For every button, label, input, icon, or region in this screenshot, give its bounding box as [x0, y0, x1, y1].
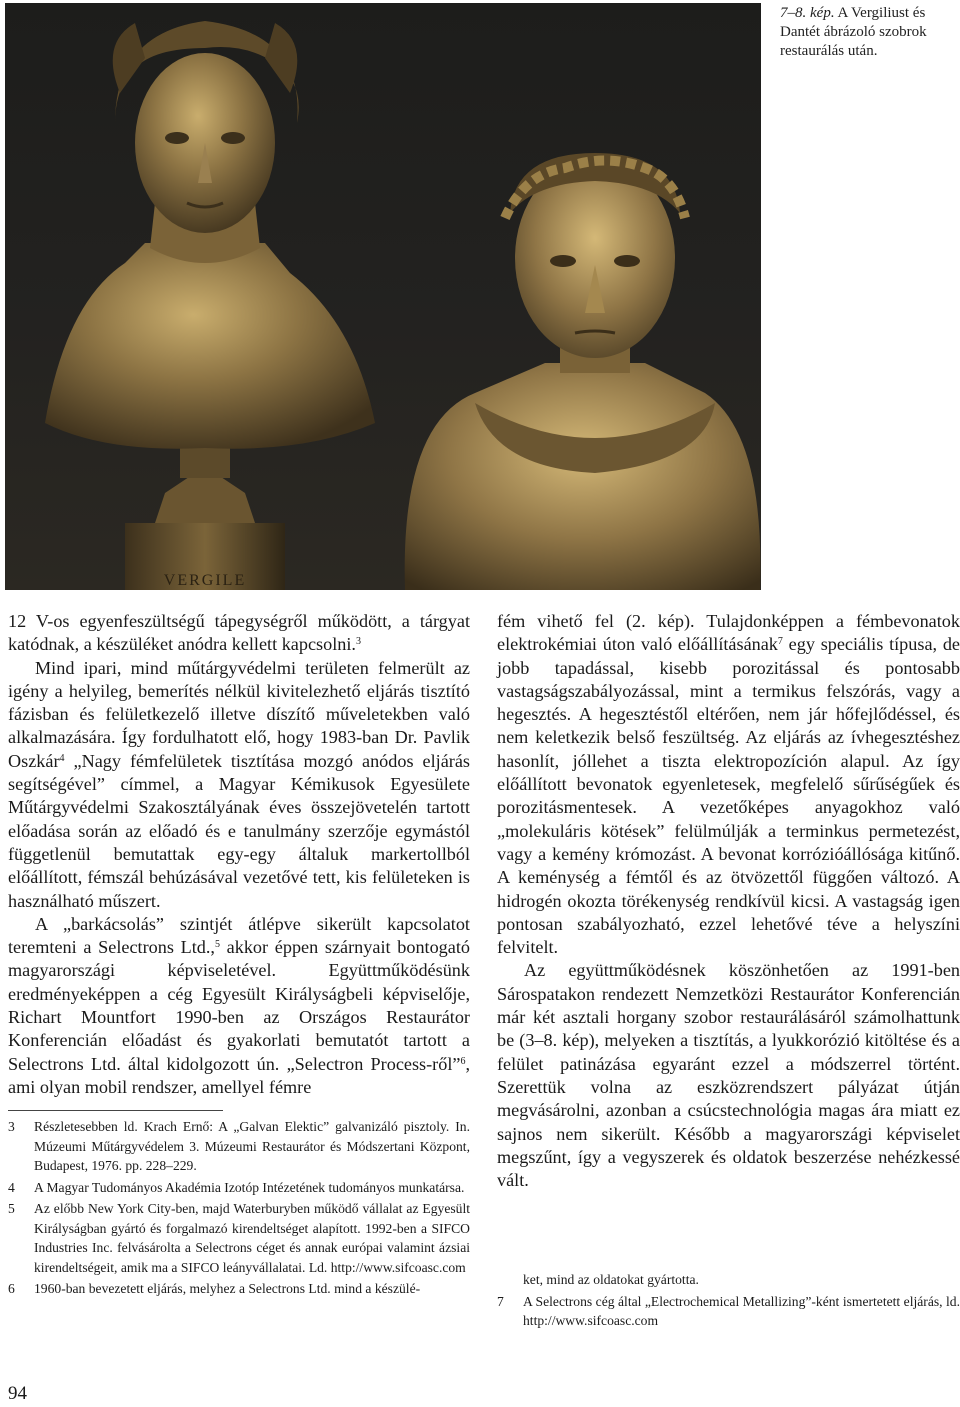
left-column	[8, 610, 470, 1099]
footnote-divider	[8, 1110, 223, 1111]
footnotes-left	[8, 1117, 470, 1299]
footnote-number: 7	[497, 1293, 504, 1309]
footnote-ref-4: 4	[59, 752, 65, 764]
bust-statues-photo-icon	[5, 3, 761, 590]
footnote	[8, 1117, 470, 1176]
plinth-inscription: VERGILE	[163, 572, 247, 589]
right-paragraph-1	[497, 610, 960, 959]
text-run: A „barkácsolás” szintjét átlépve sikerült kapcsolatot teremteni a Selectrons Ltd.,	[8, 913, 470, 958]
footnote	[497, 1292, 960, 1331]
right-column	[497, 610, 960, 1192]
footnote-ref-7: 7	[777, 636, 783, 648]
caption-text: A Vergiliust és Dantét ábrázoló szobrok restaurálás után.	[780, 5, 927, 59]
footnote-ref-6: 6	[460, 1055, 466, 1067]
footnote	[8, 1279, 470, 1299]
footnote-text: Az előbb New York City-ben, majd Waterburyben működő vállalat az Egyesült Királyságban gyártó és forgalmazó kirendeltséget alapított. 1992-ben a SIFCO Industries Inc. felvásárolta a Selectrons céget és annak európai valamint ázsiai kirendeltségeit, amik ma a SIFCO leányvállalatai. Ld. http://www.sifcoasc.com	[34, 1201, 470, 1275]
footnote-text: 1960-ban bevezetett eljárás, melyhez a Selectrons Ltd. mind a készülé-	[34, 1281, 421, 1296]
footnote-continuation: ket, mind az oldatokat gyártotta.	[523, 1272, 699, 1287]
dante-bust	[405, 153, 761, 590]
footnote-ref-5: 5	[214, 939, 220, 951]
footnotes-right	[497, 1270, 960, 1331]
footnote-number: 6	[8, 1281, 15, 1296]
page-number: 94	[8, 1383, 27, 1404]
footnote-number: 3	[8, 1119, 15, 1134]
text-run: 12 V-os egyenfeszültségű tápegységről működött, a tárgyat katódnak, a készüléket anódra kellett kapcsolni.	[8, 611, 470, 655]
left-paragraph-2	[8, 657, 470, 913]
footnote-text: Részletesebben ld. Krach Ernő: A „Galvan Elektic” galvanizáló pisztoly. In. Múzeumi Műtárgyvédelem 3. Múzeumi Restaurátor és Módszertani Központ, Budapest, 1976. pp. 228–229.	[34, 1119, 470, 1173]
vergil-bust	[45, 21, 375, 590]
footnote	[8, 1199, 470, 1277]
footnote	[8, 1178, 470, 1198]
busts-photo	[5, 3, 761, 590]
text-run: , ami olyan mobil rendszer, amellyel fémre	[8, 1053, 470, 1097]
footnote-number: 4	[8, 1179, 15, 1195]
text-run: egy speciális típusa, de jobb tapadással, kisebb porozitással és pontosabb vastagságszabályozással, mint a termikus felszórás, vagy a hegesztés. A hegesztéstől eltérően, nem jár hőfejlődéssel, és nem keletkezik belső feszültség. Az eljárás az ívhegesztéshez hasonlít, jóllehet a tiszta elektropozíción alapul. Az így előállított bevonatok egyenletesek, megfelelő sűrűségűek és porozitásmentesek. A vezetőképes anyagokhoz való „molekuláris kötések” felülmúlják a terminkus permetezést, vagy a kemény krómozást. A bevonat korrózióállósága kitűnő. A keménység a fémtől és az ötvözettől függően változó. A hidrogén okozta törékenység rendkívül kicsi. A vastagság igen pontosan szabályozható, ezzel lehetővé téve a helyszíni felvitelt.	[497, 634, 960, 958]
caption-label: 7–8. kép.	[780, 5, 835, 21]
footnote-number: 5	[8, 1201, 15, 1216]
left-paragraph-3	[8, 913, 470, 1099]
footnote-text: A Selectrons cég által „Electrochemical Metallizing”-ként ismertetett eljárás, ld. http://www.sifcoasc.com	[523, 1293, 960, 1328]
photo-caption	[780, 4, 958, 61]
right-paragraph-2: Az együttműködésnek köszönhetően az 1991-ben Sárospatakon rendezett Nemzetközi Restaurátor Konferencián már két asztali horgany szobor restaurálásáról számolhattunk be (3–8. kép), melyeken a tisztítás, a lyukkorózió kitöltése és a felület patinázása egyaránt ezzel a módszerrel történt. Szerettük volna az eszközrendszert pályázat útján megvásárolni, azonban a csúcstechnológia magas ára miatt ez sajnos nem sikerült. Később a magyarországi képviselet megszűnt, így a vegyszerek és oldatok beszerzése nehézkessé vált.	[497, 960, 960, 1191]
left-paragraph-1	[8, 610, 470, 657]
footnote-text: A Magyar Tudományos Akadémia Izotóp Intézetének tudományos munkatársa.	[34, 1179, 465, 1195]
text-run: akkor éppen szárnyait bontogató magyarországi képviseletével. Együttműködésünk eredményeképpen a cég Egyesült Királyságbeli képviselője, Richart Mountfort 1990-ben az Országos Restaurátor Konferencián előadást és gyakorlati bemutatót tartott a Selectrons Ltd. által kidolgozott ún. „Selectron Process-ről”	[8, 937, 470, 1074]
text-run: „Nagy fémfelületek tisztítása mozgó anódos eljárás segítségével” címmel, a Magyar Kémikusok Egyesülete Műtárgyvédelmi Szakosztályának éves összejövetelén tartott előadása során az előadó és e tanulmány szerzője egymástól függetlenül bemutattak egy-egy általuk markertollból előállított, fémszál behúzásával vezetővé tett, kis felületeken is használható műszert.	[8, 750, 470, 911]
footnote-ref-3: 3	[355, 636, 361, 648]
text-run: Mind ipari, mind műtárgyvédelmi területen felmerült az igény a helyileg, bemerítés nélkül kivitelezhető eljárás tisztító fázisban és felületkezelő illetve díszítő műveletekben való alkalmazására. Így fordulhatott elő, hogy 1983-ban Dr. Pavlik Oszkár	[8, 657, 470, 771]
text-run: fém vihető fel (2. kép). Tulajdonképpen a fémbevonatok elektrokémiai úton való előállításának	[497, 611, 960, 655]
